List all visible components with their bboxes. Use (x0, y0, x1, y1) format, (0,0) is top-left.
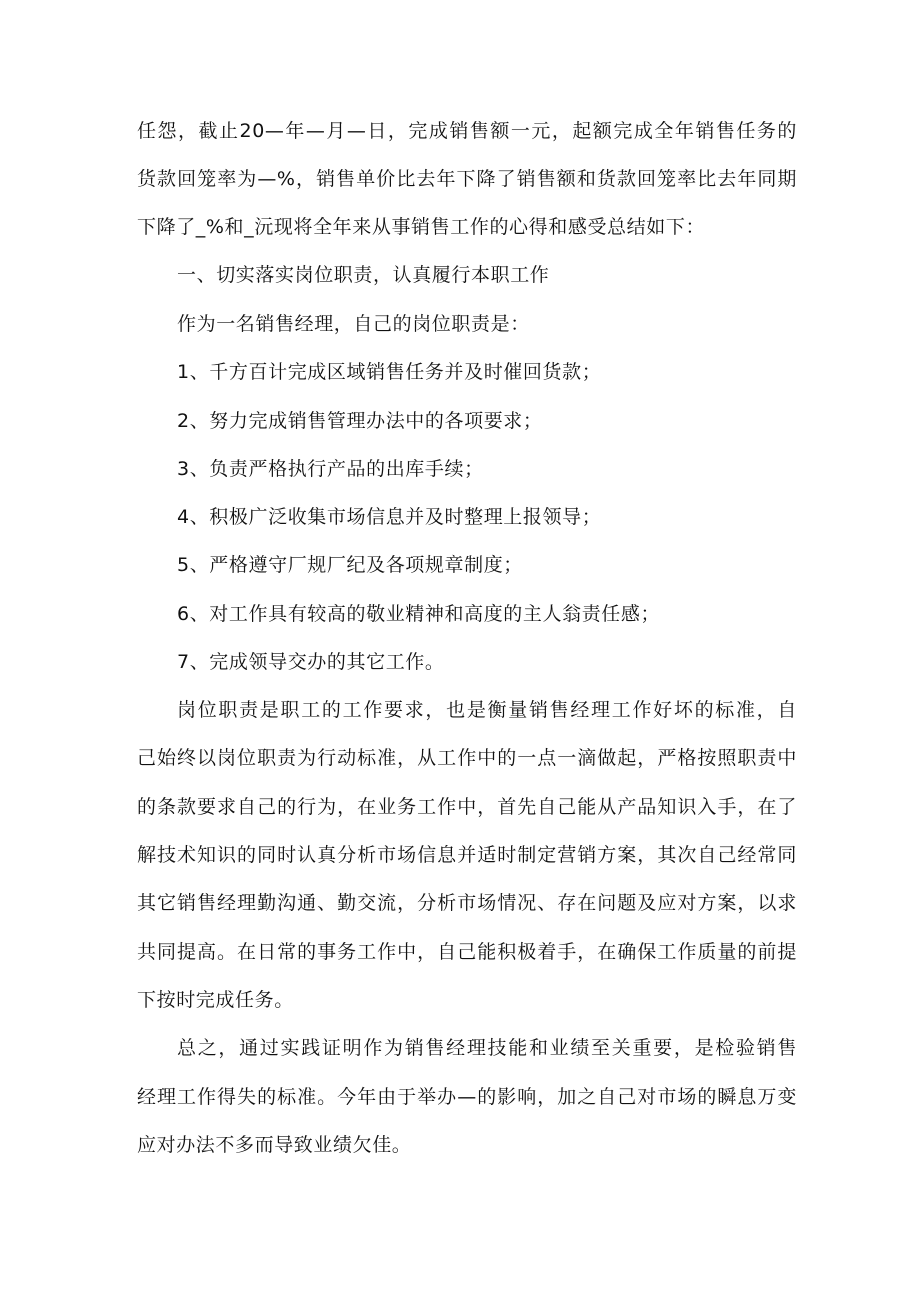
duty-item-7: 7、完成领导交办的其它工作。 (177, 651, 445, 673)
paragraph-2-line-5: 其它销售经理勤沟通、勤交流，分析市场情况、存在问题及应对方案，以求 (137, 892, 797, 914)
paragraph-3-line-2: 经理工作得失的标准。今年由于举办—的影响，加之自己对市场的瞬息万变 (137, 1086, 797, 1108)
section-heading: 一、切实落实岗位职责，认真履行本职工作 (177, 264, 550, 286)
duty-item-5: 5、严格遵守厂规厂纪及各项规章制度； (177, 554, 523, 576)
paragraph-2-line-3: 的条款要求自己的行为，在业务工作中，首先自己能从产品知识入手，在了 (137, 796, 797, 818)
duty-item-3: 3、负责严格执行产品的出库手续； (177, 458, 484, 480)
duty-item-2: 2、努力完成销售管理办法中的各项要求； (177, 410, 543, 432)
paragraph-3-line-3: 应对办法不多而导致业绩欠佳。 (137, 1134, 412, 1156)
paragraph-1-line-3: 下降了_%和_沅现将全年来从事销售工作的心得和感受总结如下： (137, 216, 706, 238)
paragraph-2-line-1: 岗位职责是职工的工作要求，也是衡量销售经理工作好坏的标准，自 (177, 699, 797, 721)
paragraph-3-line-1: 总之，通过实践证明作为销售经理技能和业绩至关重要，是检验销售 (177, 1037, 797, 1059)
paragraph-2-line-6: 共同提高。在日常的事务工作中，自己能积极着手，在确保工作质量的前提 (137, 941, 797, 963)
paragraph-2-line-7: 下按时完成任务。 (137, 989, 294, 1011)
duty-item-6: 6、对工作具有较高的敬业精神和高度的主人翁责任感； (177, 603, 661, 625)
paragraph-1-line-1: 任怨，截止20—年—月—日，完成销售额一元，起额完成全年销售任务的 (137, 120, 797, 142)
paragraph-2-line-4: 解技术知识的同时认真分析市场信息并适时制定营销方案，其次自己经常同 (137, 844, 797, 866)
duty-item-4: 4、积极广泛收集市场信息并及时整理上报领导； (177, 506, 602, 528)
duty-item-1: 1、千方百计完成区域销售任务并及时催回货款； (177, 361, 602, 383)
duties-intro: 作为一名销售经理，自己的岗位职责是： (177, 313, 530, 335)
paragraph-1-line-2: 货款回笼率为—%，销售单价比去年下降了销售额和货款回笼率比去年同期 (137, 168, 797, 190)
paragraph-2-line-2: 己始终以岗位职责为行动标准，从工作中的一点一滴做起，严格按照职责中 (137, 747, 797, 769)
